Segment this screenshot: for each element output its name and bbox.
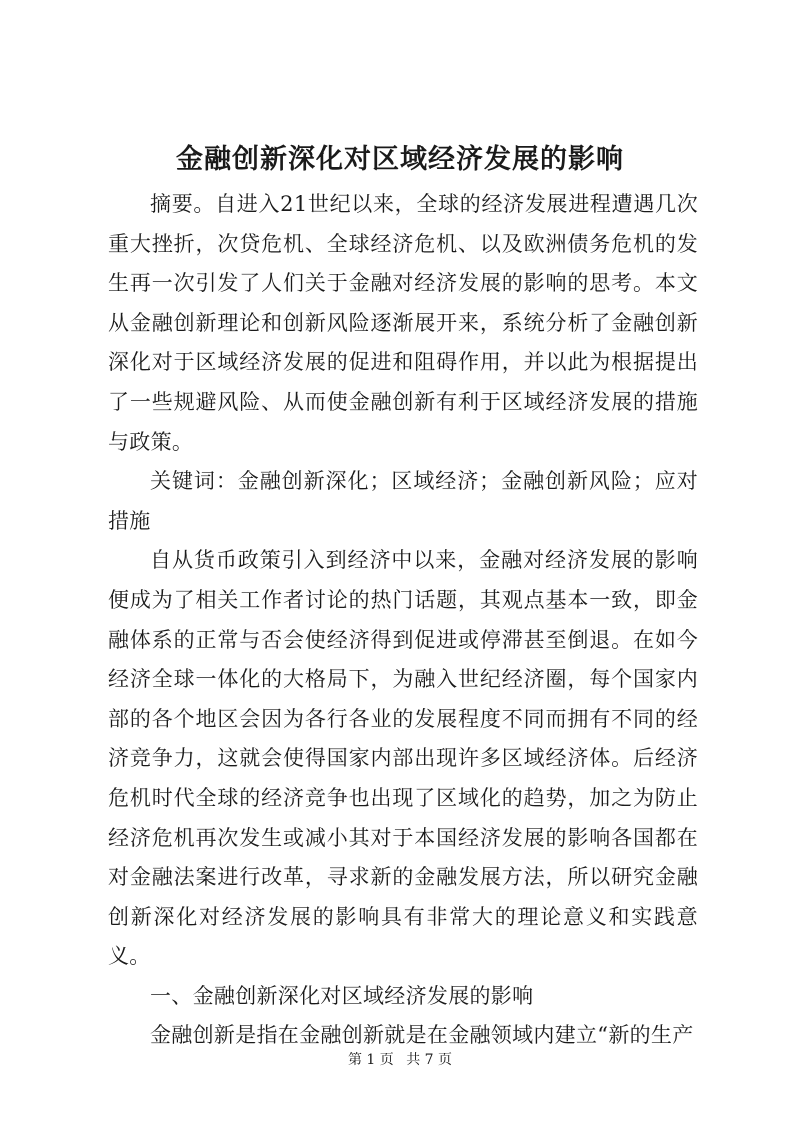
intro-paragraph: 自从货币政策引入到经济中以来，金融对经济发展的影响便成为了相关工作者讨论的热门话题，其观点基本一致，即金融体系的正常与否会使经济得到促进或停滞甚至倒退。在如今经济全球一体化的大格局下，为融入世纪经济圈，每个国家内部的各个地区会因为各行各业的发展程度不同而拥有不同的经济竞争力，这就会使得国家内部出现许多区域经济体。后经济危机时代全球的经济竞争也出现了区域化的趋势，加之为防止经济危机再次发生或减小其对于本国经济发展的影响各国都在对金融法案进行改革，寻求新的金融发展方法，所以研究金融创新深化对经济发展的影响具有非常大的理论意义和实践意义。 <box>108 548 698 969</box>
section-heading: 一、金融创新深化对区域经济发展的影响 <box>150 983 534 1008</box>
section-paragraph: 金融创新是指在金融创新就是在金融领域内建立“新的生产 <box>150 1023 694 1048</box>
keywords-paragraph: 关键词：金融创新深化；区域经济；金融创新风险；应对措施 <box>108 469 698 533</box>
page-total: 共 7 页 <box>406 1052 453 1068</box>
document-title: 金融创新深化对区域经济发展的影响 <box>176 144 624 175</box>
abstract-paragraph: 摘要。自进入21世纪以来，全球的经济发展进程遭遇几次重大挫折，次贷危机、全球经济危机、以及欧洲债务危机的发生再一次引发了人们关于金融对经济发展的影响的思考。本文从金融创新理论和创新风险逐渐展开来，系统分析了金融创新深化对于区域经济发展的促进和阻碍作用，并以此为根据提出了一些规避风险、从而使金融创新有利于区域经济发展的措施与政策。 <box>108 192 698 454</box>
document-body <box>108 185 698 1056</box>
page-number: 第 1 页 <box>347 1052 394 1068</box>
page-footer <box>0 1050 800 1070</box>
